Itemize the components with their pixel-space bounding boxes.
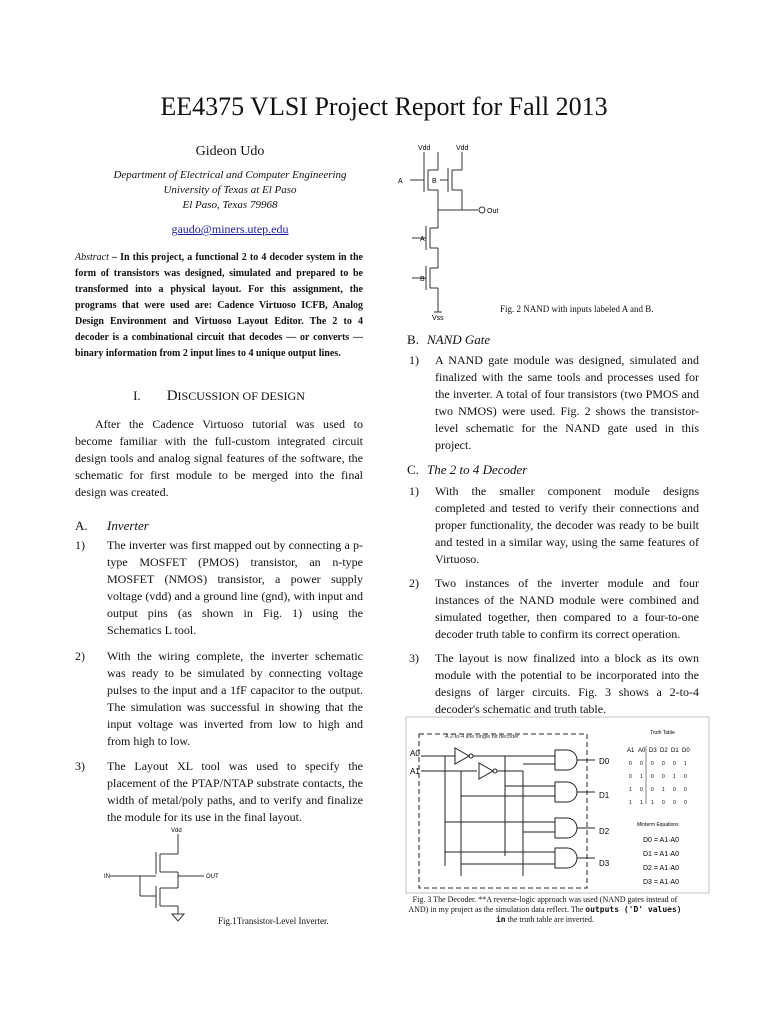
list-text: The inverter was first mapped out by connecting a p-type MOSFET (PMOS) transistor, an n-type MOSFET (NMOS) transistor, a power supply voltage (vdd) and a ground line (gnd), with input and output pins (as shown in Fig. 1) using the Schematics L tool. xyxy=(107,538,363,637)
subsection-heading-decoder xyxy=(407,462,527,478)
list-text: With the wiring complete, the inverter schematic was ready to be simulated by connecting voltage pulses to the input and a 1fF capacitor to the output. The simulation was successful in showing that the input voltage was inverted from low to high and from high to low. xyxy=(107,649,363,748)
truth-table-cell: 0 xyxy=(673,761,676,767)
list-text: With the smaller component module designs completed and tested to verify their connections and proper functionality, the decoder was ready to be built and tested in a similar way, using the same features of Virtuoso. xyxy=(435,484,699,566)
abstract xyxy=(75,250,363,362)
fig2-a-label-2: A xyxy=(420,236,425,243)
list-number: 2) xyxy=(75,649,85,663)
affiliation-dept: Department of Electrical and Computer Engineering xyxy=(113,169,347,181)
subsection-letter: A. xyxy=(75,518,88,533)
list-text: A NAND gate module was designed, simulated and finalized with the same tools and processes used for the inverter. A total of four transistors (two PMOS and two NMOS) were used. Fig. 2 shows the transistor-level schematic for the NAND gate used in this project. xyxy=(435,353,699,452)
output-d2-label: D2 xyxy=(599,827,610,836)
fig3-caption-part: Fig. 3 The Decoder. **A reverse-logic approach was used (NAND gates instead of AND) in my project as the simulation data reflect. The xyxy=(408,895,678,914)
list-text: Two instances of the inverter module and four instances of the NAND module were combined and simulated together, then compared to a four-to-one decoder truth table to confirm its correct operation. xyxy=(435,576,699,641)
output-d3-label: D3 xyxy=(599,859,610,868)
intro-paragraph: After the Cadence Virtuoso tutorial was used to become familiar with the full-custom integrated circuit design tools and analog signal features of the software, the schematic for first module to be merged into the final design was created. xyxy=(75,417,363,499)
input-a1-label: A1 xyxy=(410,767,420,776)
fig2-vdd2-label: Vdd xyxy=(456,145,469,152)
subsection-title: The 2 to 4 Decoder xyxy=(427,462,528,477)
output-d1-label: D1 xyxy=(599,791,610,800)
truth-table-header: D3 xyxy=(649,748,657,754)
truth-table-cell: 0 xyxy=(684,800,687,806)
fig2-out-label: Out xyxy=(487,208,499,215)
fig2-vdd1-label: Vdd xyxy=(418,145,431,152)
truth-table-cell: 0 xyxy=(662,800,665,806)
list-number: 1) xyxy=(409,353,419,367)
truth-table-header: A0 xyxy=(638,748,646,754)
section-title-cap: D xyxy=(166,388,178,404)
fig2-a-label: A xyxy=(398,178,403,185)
truth-table-cell: 1 xyxy=(629,800,632,806)
truth-table-cell: 0 xyxy=(684,774,687,780)
fig1-out-label: OUT xyxy=(206,874,219,880)
fig3-caption-part: the truth table are inverted. xyxy=(505,915,595,924)
truth-table-cell: 1 xyxy=(640,774,643,780)
decoder-box-title: A 2-to-4 line single bit decoder xyxy=(445,734,519,740)
figure-1-caption: Fig.1Transistor-Level Inverter. xyxy=(218,916,329,926)
truth-table-cell: 1 xyxy=(640,800,643,806)
truth-table-cell: 0 xyxy=(640,761,643,767)
figure-inverter-schematic xyxy=(100,824,230,924)
truth-table-cell: 1 xyxy=(673,774,676,780)
truth-table-cell: 0 xyxy=(629,774,632,780)
list-number: 3) xyxy=(75,759,85,773)
subsection-letter: C. xyxy=(407,462,419,477)
list-number: 3) xyxy=(409,651,419,665)
truth-table-cell: 1 xyxy=(662,787,665,793)
minterm-row: D3 = A1·A0 xyxy=(643,879,679,886)
output-d0-label: D0 xyxy=(599,757,610,766)
list-item xyxy=(409,352,699,454)
truth-table-cell: 0 xyxy=(662,761,665,767)
truth-table-cell: 0 xyxy=(651,774,654,780)
subsection-title: NAND Gate xyxy=(427,332,491,347)
input-a0-label: A0 xyxy=(410,749,420,758)
figure-nand-schematic xyxy=(390,140,510,322)
subsection-title: Inverter xyxy=(107,518,149,533)
subsection-heading-inverter xyxy=(75,518,149,534)
figure-2-caption: Fig. 2 NAND with inputs labeled A and B. xyxy=(500,304,654,314)
fig3-caption-emphasis: outputs ('D' values) in xyxy=(495,905,682,924)
list-item xyxy=(75,758,363,826)
truth-table-cell: 0 xyxy=(640,787,643,793)
truth-table-cell: 0 xyxy=(651,761,654,767)
abstract-text: – In this project, a functional 2 to 4 decoder system in the form of transistors was designed, simulated and prepared to be transformed into a physical layout. For this assignment, the programs that were used are: Cadence Virtuoso ICFB, Analog Design Environment and Virtuoso Layout Editor. The 2 to 4 decoder is a combinational circuit that decodes — or converts — binary information from 2 input lines to 4 unique output lines. xyxy=(75,252,363,359)
truth-table-cell: 0 xyxy=(673,800,676,806)
list-text: The layout is now finalized into a block as its own module with the potential to be incorporated into the designs of larger circuits. Fig. 3 shows a 2-to-4 decoder's schematic and truth table. xyxy=(435,651,699,716)
subsection-letter: B. xyxy=(407,332,419,347)
fig1-vdd-label: Vdd xyxy=(171,828,182,834)
truth-table-header: D2 xyxy=(660,748,668,754)
list-item xyxy=(75,537,363,639)
figure-decoder xyxy=(405,716,710,894)
subsection-heading-nand xyxy=(407,332,490,348)
affiliation xyxy=(80,168,380,213)
section-heading-discussion xyxy=(75,388,363,405)
author-email-link[interactable]: gaudo@miners.utep.edu xyxy=(171,222,289,236)
list-item xyxy=(75,648,363,750)
minterm-row: D0 = A1·A0 xyxy=(643,837,679,844)
truth-table-header: D1 xyxy=(671,748,679,754)
truth-table-cell: 1 xyxy=(651,800,654,806)
fig2-b-label: B xyxy=(432,178,437,185)
section-title-rest: ISCUSSION OF DESIGN xyxy=(177,389,305,403)
minterm-row: D1 = A1·A0 xyxy=(643,851,679,858)
truth-table-cell: 0 xyxy=(629,761,632,767)
section-number: I. xyxy=(133,388,141,403)
truth-table-header: D0 xyxy=(682,748,690,754)
fig1-in-label: IN xyxy=(104,874,110,880)
truth-table-header: A1 xyxy=(627,748,635,754)
truth-table-cell: 0 xyxy=(673,787,676,793)
figure-3-caption xyxy=(405,895,685,925)
list-item xyxy=(409,650,699,718)
truth-table-title: Truth Table xyxy=(650,730,675,736)
fig2-b-label-2: B xyxy=(420,276,425,283)
affiliation-city: El Paso, Texas 79968 xyxy=(182,199,278,211)
truth-table-cell: 1 xyxy=(629,787,632,793)
list-item xyxy=(409,483,699,568)
list-number: 1) xyxy=(75,538,85,552)
author-name: Gideon Udo xyxy=(195,144,265,159)
truth-table-cell: 0 xyxy=(651,787,654,793)
minterm-row: D2 = A1·A0 xyxy=(643,865,679,872)
minterm-title: Minterm Equations xyxy=(637,822,679,828)
list-number: 1) xyxy=(409,484,419,498)
list-number: 2) xyxy=(409,576,419,590)
affiliation-university: University of Texas at El Paso xyxy=(163,184,297,196)
truth-table-cell: 0 xyxy=(662,774,665,780)
truth-table-cell: 0 xyxy=(684,787,687,793)
paper-title: EE4375 VLSI Project Report for Fall 2013 xyxy=(160,92,608,121)
fig2-vss-label: Vss xyxy=(432,315,444,322)
abstract-lead: Abstract xyxy=(75,252,109,263)
list-text: The Layout XL tool was used to specify the placement of the PTAP/NTAP substrate contacts, the width of metal/poly paths, and to verify and finalize the module for its use in the final layout. xyxy=(107,759,363,824)
truth-table-cell: 1 xyxy=(684,761,687,767)
list-item xyxy=(409,575,699,643)
